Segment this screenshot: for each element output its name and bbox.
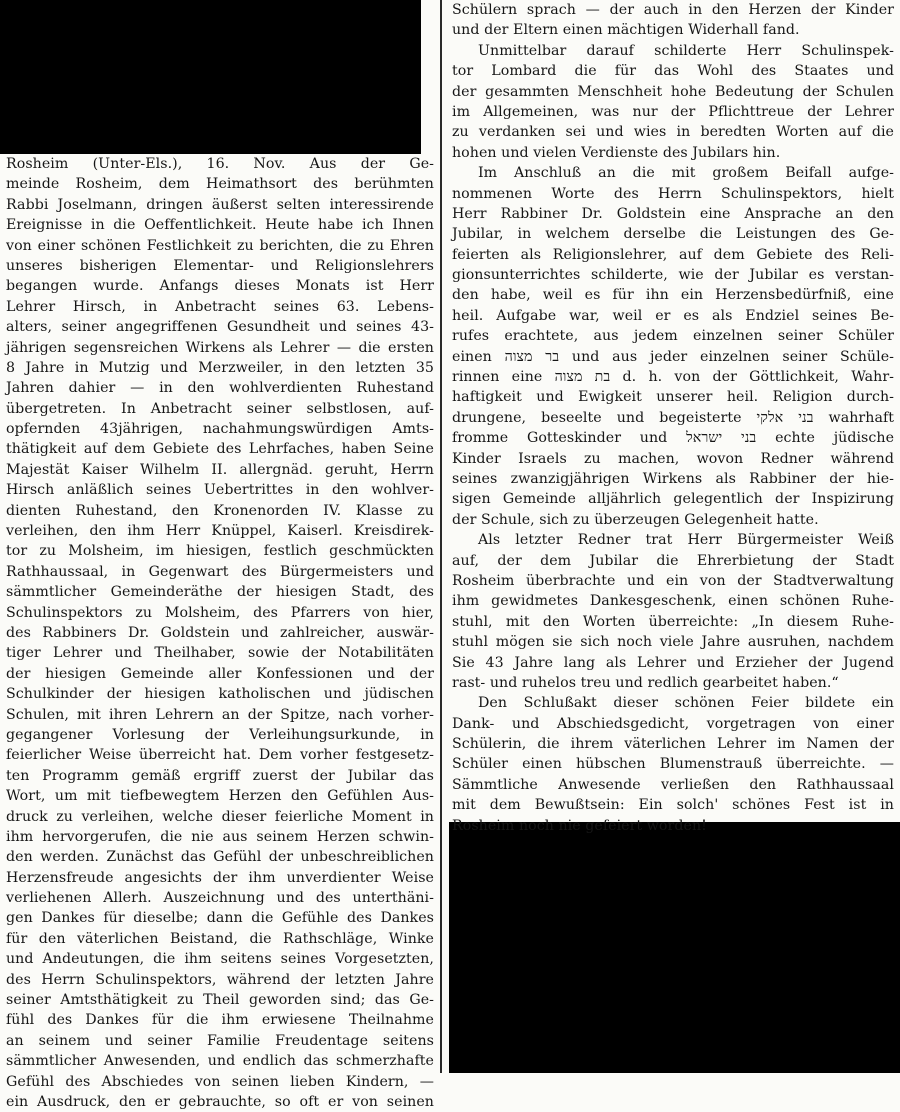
left-text-line: unseres bisherigen Elementar- und Religionslehrers <box>6 257 434 274</box>
left-text-line: des Rabbiners Dr. Goldstein und zahlreicher, auswär- <box>6 624 434 641</box>
left-text-line: Rathhaussaal, in Gegenwart des Bürgermeisters und <box>6 563 434 580</box>
left-text-line: Schulinspektors zu Molsheim, des Pfarrers von hier, <box>6 604 434 621</box>
left-text-line: Ereignisse in die Oeffentlichkeit. Heute habe ich Ihnen <box>6 217 434 234</box>
right-text-line: Schülern sprach — der auch in den Herzen der Kinder <box>452 2 894 18</box>
right-text-line: im Allgemeinen, was nur der Pflichttreue der Lehrer <box>452 103 894 120</box>
right-text-line: stuhl, mit den Worten überreichte: „In diesem Ruhe- <box>452 613 894 630</box>
left-text-line: gen Dankes für dieselbe; dann die Gefühle des Dankes <box>6 910 434 927</box>
left-text-line: thätigkeit auf dem Gebiete des Lehrfaches, haben Seine <box>6 441 434 458</box>
left-text-line: fühl des Dankes für die ihm erwiesene Theilnahme <box>6 1012 434 1029</box>
left-text-line: Lehrer Hirsch, in Anbetracht seines 63. Lebens- <box>6 298 434 315</box>
right-text-line: seines zwanzigjährigen Wirkens als Rabbiner der hie- <box>452 470 894 487</box>
left-text-line: übergetreten. In Anbetracht seiner selbstlosen, auf- <box>6 400 434 417</box>
right-text-line: Rosheim noch nie gefeiert worden! <box>452 817 707 834</box>
left-text-line: jährigen segensreichen Wirkens als Lehrer — die ersten <box>6 339 434 356</box>
right-text-line: Jubilar, in welchem derselbe die Leistungen des Ge- <box>452 226 894 243</box>
column-divider <box>440 0 442 1073</box>
left-text-line: von einer schönen Festlichkeit zu berichten, die zu Ehren <box>6 237 434 254</box>
left-text-line: ten Programm gemäß ergriff zuerst der Jubilar das <box>6 767 434 784</box>
left-text-line: ihm hervorgerufen, die nie aus seinem Herzen schwin- <box>6 828 434 845</box>
right-text-line: Kinder Israels zu machen, wovon Redner während <box>452 450 894 467</box>
left-text-line: des Herrn Schulinspektors, während der letzten Jahre <box>6 971 434 988</box>
left-text-line: Rabbi Joselmann, dringen äußerst selten interessirende <box>6 196 434 213</box>
left-text-line: Wort, um mit tiefbewegtem Herzen den Gefühlen Aus- <box>6 788 434 805</box>
left-text-line: verliehenen Allerh. Auszeichnung und des unterthäni- <box>6 890 434 907</box>
right-text-line: Als letzter Redner trat Herr Bürgermeister Weiß <box>478 532 894 549</box>
left-text-line: sämmtlicher Anwesenden, und endlich das schmerzhafte <box>6 1053 434 1070</box>
left-text-line: Gefühl des Abschiedes von seinen lieben Kindern, — <box>6 1073 434 1090</box>
left-text-line: Rosheim (Unter-Els.), 16. Nov. Aus der Ge- <box>6 156 434 172</box>
right-text-line: heil. Aufgabe war, weil er es als Endziel seines Be- <box>452 307 894 324</box>
left-text-line: begangen wurde. Anfangs dieses Monats ist Herr <box>6 278 434 295</box>
left-text-line: druck zu verleihen, welche dieser feierliche Moment in <box>6 808 434 825</box>
right-text-line: den habe, weil es für ihn ein Herzensbedürfniß, eine <box>452 287 894 304</box>
left-text-line: verleihen, den ihm Herr Knüppel, Kaiserl. Kreisdirek- <box>6 523 434 540</box>
right-text-line: gionsunterrichtes schilderte, wie der Jubilar es verstan- <box>452 267 894 284</box>
right-text-line: nommenen Worte des Herrn Schulinspektors, hielt <box>452 185 894 202</box>
left-text-line: Schulkinder der hiesigen katholischen und jüdischen <box>6 686 434 703</box>
left-text-line: sämmtlicher Gemeinderäthe der hiesigen Stadt, des <box>6 584 434 601</box>
left-text-line: opfernden 43jährigen, nachahmungswürdigen Amts- <box>6 421 434 438</box>
left-text-line: seiner Amtsthätigkeit zu Theil geworden sind; das Ge- <box>6 992 434 1009</box>
right-text-line: fromme Gotteskinder und בני ישראל echte jüdische <box>452 430 895 447</box>
right-text-line: einen בר מצוה und aus jeder einzelnen seiner Schüle- <box>452 348 894 365</box>
right-text-line: tor Lombard die für das Wohl des Staates und <box>452 63 894 80</box>
right-text-line: Rosheim überbrachte und ein von der Stadtverwaltung <box>452 572 894 589</box>
left-text-line: und Andeutungen, die ihm seitens seines Vorgesetzten, <box>6 951 434 968</box>
right-text-line: Den Schlußakt dieser schönen Feier bildete ein <box>478 695 894 712</box>
right-text-line: Dank- und Abschiedsgedicht, vorgetragen von einer <box>452 715 894 732</box>
right-text-line: rufes erachtete, aus jedem einzelnen seiner Schüler <box>452 328 894 345</box>
redacted-region-bottom-right <box>449 822 900 1073</box>
right-text-line: rinnen eine בת מצוה d. h. von der Göttlichkeit, Wahr- <box>452 369 895 386</box>
right-text-line: der gesammten Menschheit hohe Bedeutung der Schulen <box>452 83 894 100</box>
right-text-line: Herr Rabbiner Dr. Goldstein eine Ansprache an den <box>452 205 894 222</box>
article-right-column <box>452 0 895 834</box>
right-text-line: rast- und ruhelos treu und redlich gearbeitet haben.“ <box>452 674 839 691</box>
left-text-line: ein Ausdruck, den er gebrauchte, so oft er von seinen <box>6 1093 434 1110</box>
left-text-line: Herzensfreude angesichts der ihm unverdienter Weise <box>6 869 434 886</box>
left-text-line: Schulen, mit ihren Lehrern an der Spitze, nach vorher- <box>6 706 434 723</box>
right-text-line: haftigkeit und Ewigkeit unserer heil. Religion durch- <box>452 389 894 406</box>
right-text-line: ihm gewidmetes Dankesgeschenk, einen schönen Ruhe- <box>452 593 894 610</box>
right-text-line: sigen Gemeinde alljährlich gelegentlich der Inspizirung <box>452 491 894 508</box>
right-text-line: Sämmtliche Anwesende verließen den Rathhaussaal <box>452 776 894 793</box>
right-text-line: Schülerin, die ihrem väterlichen Lehrer im Namen der <box>452 736 894 753</box>
right-text-line: Sie 43 Jahre lang als Lehrer und Erzieher der Jugend <box>452 654 894 671</box>
left-text-line: dienten Ruhestand, den Kronenorden IV. Klasse zu <box>6 502 434 519</box>
right-text-line: Im Anschluß an die mit großem Beifall aufge- <box>478 165 894 182</box>
left-text-line: feierlicher Weise überreicht hat. Dem vorher festgesetz- <box>6 747 434 764</box>
right-text-line: und der Eltern einen mächtigen Widerhall fand. <box>452 22 800 39</box>
right-text-line: zu verdanken sei und wies in beredten Worten auf die <box>452 124 894 141</box>
left-text-line: 8 Jahre in Mutzig und Merzweiler, in den letzten 35 <box>6 359 434 376</box>
left-text-line: alters, seiner angegriffenen Gesundheit und seines 43- <box>6 319 434 336</box>
right-text-line: der Schule, sich zu überzeugen Gelegenheit hatte. <box>452 511 819 528</box>
left-text-line: an seinem und seiner Familie Freudentage seitens <box>6 1032 434 1049</box>
left-text-line: Jahren dahier — in den wohlverdienten Ruhestand <box>6 380 434 397</box>
right-text-line: Schüler einen hübschen Blumenstrauß überreichte. — <box>452 756 894 773</box>
right-text-line: drungene, beseelte und begeisterte בני אלקי wahrhaft <box>452 409 895 426</box>
right-text-line: auf, der dem Jubilar die Ehrerbietung der Stadt <box>452 552 894 569</box>
right-text-line: hohen und vielen Verdienste des Jubilars hin. <box>452 144 781 161</box>
left-text-line: den werden. Zunächst das Gefühl der unbeschreiblichen <box>6 849 434 866</box>
redacted-region-top-left <box>0 0 421 154</box>
left-text-line: meinde Rosheim, dem Heimathsort des berühmten <box>6 176 434 193</box>
right-text-line: mit dem Bewußtsein: Ein solch' schönes Fest ist in <box>452 797 894 814</box>
article-left-column <box>6 154 434 1110</box>
left-text-line: Hirsch anläßlich seines Uebertrittes in den wohlver- <box>6 482 434 499</box>
right-text-line: stuhl mögen sie sich noch viele Jahre ausruhen, nachdem <box>452 634 894 651</box>
left-text-line: für den väterlichen Beistand, die Rathschläge, Winke <box>6 930 434 947</box>
left-text-line: Majestät Kaiser Wilhelm II. allergnäd. geruht, Herrn <box>6 461 434 478</box>
right-text-line: Unmittelbar darauf schilderte Herr Schulinspek- <box>478 42 894 59</box>
left-text-line: tiger Lehrer und Theilhaber, sowie der Notabilitäten <box>6 645 434 662</box>
left-text-line: tor zu Molsheim, im hiesigen, festlich geschmückten <box>6 543 434 560</box>
right-text-line: feierten als Religionslehrer, auf dem Gebiete des Reli- <box>452 246 894 263</box>
left-text-line: gegangener Vorlesung der Verleihungsurkunde, in <box>6 726 434 743</box>
left-text-line: der hiesigen Gemeinde aller Konfessionen und der <box>6 665 434 682</box>
